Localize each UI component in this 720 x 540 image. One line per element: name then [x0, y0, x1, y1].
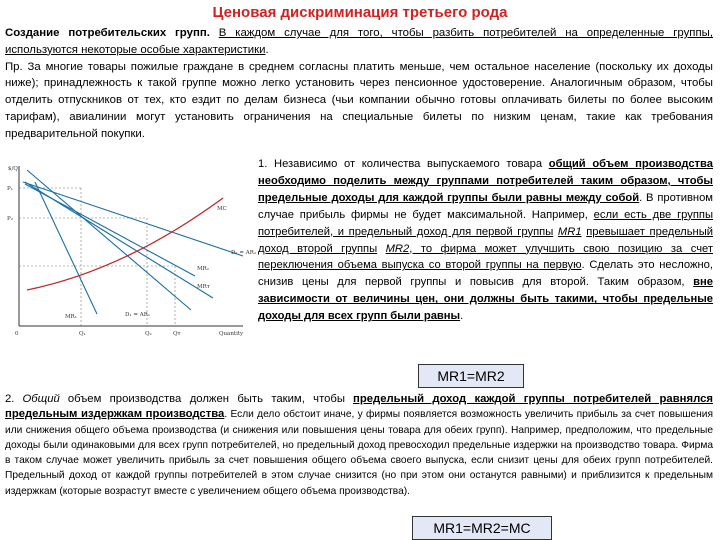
p2-text2: . Если дело обстоит иначе, у фирмы появляется возможность увеличить прибыль за счет повышения или снижения общего объема производства (и снижения или повышения цены товара для обеих групп). Например, предположим, что предельные доходы были одинаковыми для всех групп потребителей, но предельный доход превосходил предельные издержки на производство товара. Фирма в таком случае может увеличить прибыль за счет повышения общего объема своего выпуска, если снизит цены для обеих групп потребителей. Предельный доход от каждой группы потребителей в этом случае снизится (но при этом они останутся равными) и приблизится к предельным издержкам (которые возрастут вместе с увеличением общего объема производства).: [5, 409, 713, 497]
p2-bold-underlined: предельный доход каждой группы потребителей равнялся предельным издержкам производства: [5, 393, 713, 421]
d1-ar1-label: D₁ = AR₁: [125, 312, 151, 318]
price-discrimination-graph: [5, 158, 257, 348]
p1-underline-start: если есть две группы потребителей, и предельный доход для первой группы: [258, 208, 713, 238]
q1-label: Q₁: [79, 331, 86, 337]
page-title: Ценовая дискриминация третьего рода: [212, 4, 508, 21]
d2-ar2-label: D₂ = AR₂: [231, 250, 257, 256]
d1-ar1-curve: [27, 170, 191, 310]
intro-underlined: В каждом случае для того, чтобы разбить потребителей на определенные группы, используются некоторые особые характеристики: [5, 27, 713, 56]
mr1-mr2-mc-box: MR1=MR2=MC: [412, 516, 552, 540]
mrt-label: MRт: [197, 284, 210, 290]
p1-mr2: MR2: [385, 242, 410, 255]
p2-italic: Общий: [22, 393, 60, 405]
p1-number: 1. Независимо от количества выпускаемого товара: [258, 158, 543, 170]
mr1-curve: [35, 182, 97, 314]
graph-svg: [5, 158, 257, 348]
qt-label: Qт: [173, 331, 181, 337]
p1-label: P₁: [7, 186, 13, 192]
p1-bold-underlined: общий объем производства необходимо поделить между группами потребителей таким образом, чтобы предельные доходы для каждой группы были равны между собой: [258, 158, 713, 204]
p2-text1: объем производства должен быть таким, чтобы: [67, 393, 345, 405]
p1-mid: . В противном случае прибыль фирмы не будет максимальной. Например,: [258, 191, 713, 221]
paragraph-2: [5, 392, 713, 499]
mr2-label: MR₂: [197, 266, 209, 272]
p1-underline-mid: превышает предельный доход второй группы: [258, 225, 714, 255]
p1-underline-end: , то фирма может улучшить свою позицию за счет переключения объема выпуска со второй группы на первую: [258, 242, 713, 272]
x-axis-label: Quantity: [219, 331, 244, 337]
p2-label: P₂: [7, 216, 13, 222]
p1-after: . Сделать это несложно, снизив цены для первой группы и повысив для второй. Таким образом,: [258, 259, 713, 289]
intro-text: [5, 25, 713, 143]
mrt-curve: [25, 182, 213, 298]
intro-after-underlined: .: [265, 43, 269, 56]
zero-label: 0: [15, 331, 19, 337]
q2-label: Q₂: [145, 331, 152, 337]
p1-mr1: MR1: [557, 225, 582, 238]
intro-body: Пр. За многие товары пожилые граждане в среднем согласны платить меньше, чем остальное население (поскольку их доходы ниже); принадлежность к такой группе можно легко установить через пенсионное удостоверение. Аналогичным образом, чтобы отделить отпускников от тех, кто ездит по делам бизнеса (чьи компании обычно готовы оплачивать билеты по более высоким тарифам), авиалинии могут установить ограничения на специальные билеты по низким ценам, такие как требования предварительной покупки.: [5, 60, 713, 140]
p1-final-dot: .: [460, 310, 464, 323]
mc-label: MC: [217, 206, 227, 212]
mr1-label: MR₁: [65, 314, 77, 320]
y-axis-label: $/Q: [8, 166, 18, 172]
p1-final-bold: вне зависимости от величины цен, они должны быть такими, чтобы предельные доходы для всех групп были равны: [258, 276, 714, 323]
paragraph-1: [258, 156, 713, 325]
d2-ar2-curve: [23, 182, 243, 256]
intro-heading: Создание потребительских групп.: [5, 27, 210, 39]
mr1-mr2-box: MR1=MR2: [418, 364, 524, 388]
p2-number: 2.: [5, 393, 15, 405]
